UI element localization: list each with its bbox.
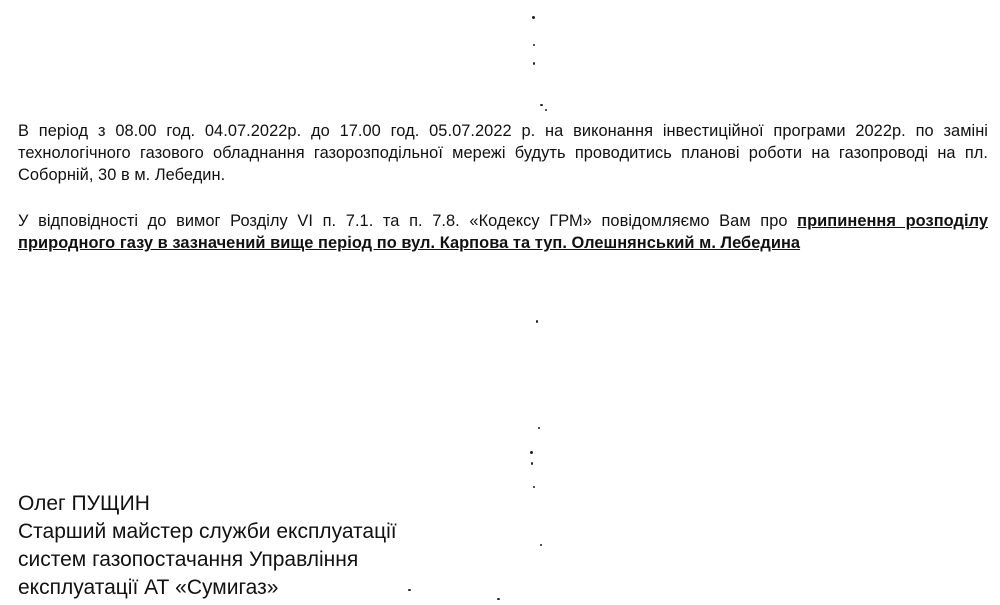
scan-speck (540, 544, 542, 546)
scan-speck (540, 104, 543, 106)
scan-speck (497, 598, 500, 600)
signatory-name: Олег ПУЩИН (18, 492, 150, 515)
scan-speck (533, 44, 535, 46)
scan-speck (408, 589, 411, 591)
scan-speck (531, 462, 533, 465)
scan-speck (545, 109, 547, 111)
signatory-title-line: систем газопостачання Управління (18, 548, 359, 571)
scan-speck (532, 16, 535, 19)
notification-paragraph (18, 210, 988, 254)
signature-block (18, 490, 397, 602)
scan-speck (533, 486, 535, 488)
notification-text: У відповідності до вимог Розділу VI п. 7.1. та п. 7.8. «Кодексу ГРМ» повідомляємо Вам про (18, 212, 798, 230)
scan-speck (530, 451, 533, 454)
scan-speck (533, 62, 535, 65)
signatory-title-line: Старший майстер служби експлуатації (18, 520, 397, 543)
scan-speck (536, 320, 538, 323)
notice-paragraph (18, 120, 988, 186)
scan-speck (538, 427, 540, 429)
signatory-title-line: експлуатації АТ «Сумигаз» (18, 576, 279, 599)
gas-supply-interruption-emphasis: припинення розподілу природного газу в зазначений вище період по вул. Карпова та туп. Олешнянський м. Лебедина (18, 212, 988, 252)
notice-text: В період з 08.00 год. 04.07.2022р. до 17.00 год. 05.07.2022 р. на виконання інвестиційної програми 2022р. по заміні технологічного газового обладнання газорозподільної мережі будуть проводитись планові роботи на газопроводі на пл. Соборній, 30 в м. Лебедин. (18, 122, 988, 184)
